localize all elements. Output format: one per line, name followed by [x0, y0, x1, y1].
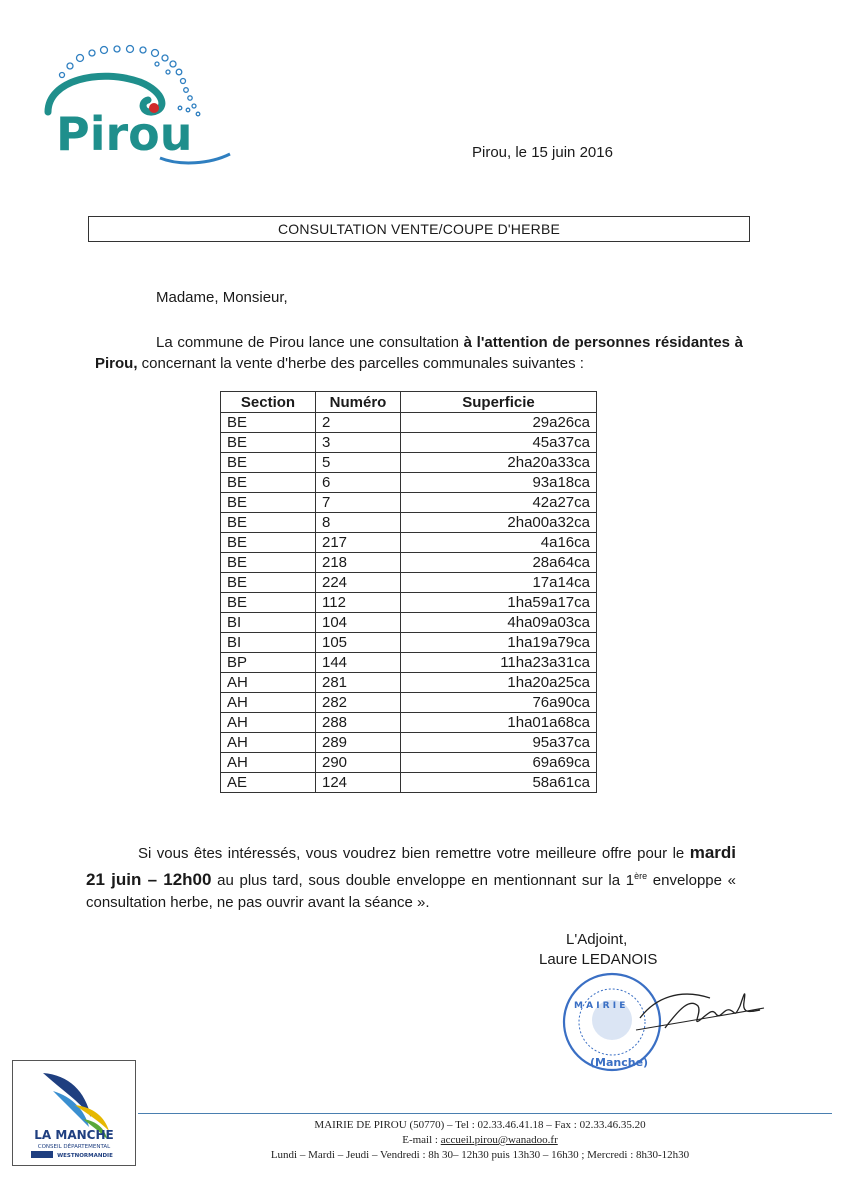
salutation: Madame, Monsieur, [156, 289, 288, 306]
table-row [221, 553, 597, 573]
cell-numero: 289 [316, 733, 401, 753]
footer-email-link[interactable]: accueil.pirou@wanadoo.fr [440, 1134, 558, 1146]
mairie-stamp-and-signature [560, 968, 766, 1076]
cell-numero: 105 [316, 633, 401, 653]
cell-superficie: 76a90ca [401, 693, 597, 713]
cell-superficie: 1ha19a79ca [401, 633, 597, 653]
cell-section: AH [221, 673, 316, 693]
cell-numero: 104 [316, 613, 401, 633]
parcels-table [220, 391, 597, 793]
footer-email-label: E-mail : [402, 1134, 441, 1146]
table-row [221, 613, 597, 633]
cell-superficie: 42a27ca [401, 493, 597, 513]
footer-email-line [160, 1133, 800, 1148]
cell-numero: 3 [316, 433, 401, 453]
table-row [221, 753, 597, 773]
table-row [221, 593, 597, 613]
cell-superficie: 4ha09a03ca [401, 613, 597, 633]
dept-logo-line1: LA MANCHE [34, 1128, 114, 1142]
svg-text:(Manche): (Manche) [590, 1056, 649, 1069]
cell-superficie: 17a14ca [401, 573, 597, 593]
table-row [221, 673, 597, 693]
cell-section: BE [221, 473, 316, 493]
superscript-ere: ère [634, 871, 648, 881]
cell-numero: 282 [316, 693, 401, 713]
table-row [221, 473, 597, 493]
table-row [221, 733, 597, 753]
intro-bold: à l'attention de personnes résidantes à Pirou, [95, 334, 744, 372]
footer-address-line: MAIRIE DE PIROU (50770) – Tel : 02.33.46.41.18 – Fax : 02.33.46.35.20 [314, 1119, 646, 1131]
svg-text:M A I R I E: M A I R I E [574, 1001, 626, 1011]
table-body [221, 413, 597, 793]
cell-numero: 7 [316, 493, 401, 513]
cell-section: BE [221, 433, 316, 453]
cell-section: BE [221, 533, 316, 553]
la-manche-logo [12, 1060, 136, 1166]
cell-section: AH [221, 693, 316, 713]
cell-superficie: 58a61ca [401, 773, 597, 793]
cell-numero: 288 [316, 713, 401, 733]
cell-superficie: 95a37ca [401, 733, 597, 753]
document-title: CONSULTATION VENTE/COUPE D'HERBE [88, 216, 750, 242]
cell-section: BE [221, 553, 316, 573]
table-row [221, 493, 597, 513]
cell-numero: 144 [316, 653, 401, 673]
cell-section: BI [221, 613, 316, 633]
col-header-section: Section [221, 392, 316, 413]
cell-numero: 290 [316, 753, 401, 773]
table-row [221, 433, 597, 453]
closing-text-1: Si vous êtes intéressés, vous voudrez bien remettre votre meilleure offre pour le [138, 845, 690, 862]
table-row [221, 713, 597, 733]
cell-numero: 224 [316, 573, 401, 593]
footer [160, 1118, 800, 1163]
cell-section: AH [221, 713, 316, 733]
table-header-row [221, 392, 597, 413]
cell-superficie: 1ha20a25ca [401, 673, 597, 693]
deadline-bold: mardi 21 juin – 12h00 [86, 843, 736, 889]
cell-superficie: 28a64ca [401, 553, 597, 573]
cell-numero: 2 [316, 413, 401, 433]
dept-logo-line2: CONSEIL DÉPARTEMENTAL [37, 1144, 111, 1150]
cell-superficie: 93a18ca [401, 473, 597, 493]
intro-paragraph [95, 332, 743, 374]
cell-superficie: 1ha01a68ca [401, 713, 597, 733]
cell-superficie: 4a16ca [401, 533, 597, 553]
date-line: Pirou, le 15 juin 2016 [472, 144, 613, 161]
footer-divider [138, 1113, 832, 1114]
intro-text-1: La commune de Pirou lance une consultation [156, 334, 464, 351]
table-row [221, 413, 597, 433]
cell-numero: 281 [316, 673, 401, 693]
cell-numero: 218 [316, 553, 401, 573]
table-row [221, 653, 597, 673]
closing-text-2: au plus tard, sous double enveloppe en mentionnant sur la 1 [211, 872, 635, 889]
cell-numero: 112 [316, 593, 401, 613]
table-row [221, 533, 597, 553]
table-row [221, 633, 597, 653]
signatory-name: Laure LEDANOIS [539, 951, 658, 968]
logo-text: Pirou [56, 107, 193, 161]
cell-numero: 8 [316, 513, 401, 533]
table-row [221, 573, 597, 593]
cell-superficie: 11ha23a31ca [401, 653, 597, 673]
cell-section: AH [221, 753, 316, 773]
cell-numero: 217 [316, 533, 401, 553]
table-row [221, 453, 597, 473]
signatory-role: L'Adjoint, [566, 931, 628, 948]
cell-superficie: 2ha00a32ca [401, 513, 597, 533]
cell-section: BE [221, 493, 316, 513]
dept-logo-line3: WESTNORMANDIE [57, 1153, 113, 1159]
cell-section: BE [221, 453, 316, 473]
cell-section: AH [221, 733, 316, 753]
cell-section: BE [221, 573, 316, 593]
cell-numero: 124 [316, 773, 401, 793]
footer-hours-line: Lundi – Mardi – Jeudi – Vendredi : 8h 30– 12h30 puis 13h30 – 16h30 ; Mercredi : 8h30-12h30 [270, 1149, 690, 1161]
table-row [221, 693, 597, 713]
closing-paragraph [86, 842, 736, 914]
cell-superficie: 45a37ca [401, 433, 597, 453]
table-row [221, 773, 597, 793]
cell-superficie: 1ha59a17ca [401, 593, 597, 613]
cell-superficie: 69a69ca [401, 753, 597, 773]
cell-numero: 6 [316, 473, 401, 493]
col-header-superficie: Superficie [401, 392, 597, 413]
cell-section: BE [221, 413, 316, 433]
table-row [221, 513, 597, 533]
col-header-numero: Numéro [316, 392, 401, 413]
closing-text-3: enveloppe « consultation herbe, ne pas ouvrir avant la séance ». [86, 872, 736, 911]
cell-section: BP [221, 653, 316, 673]
cell-section: AE [221, 773, 316, 793]
cell-section: BE [221, 513, 316, 533]
cell-section: BI [221, 633, 316, 653]
cell-superficie: 2ha20a33ca [401, 453, 597, 473]
cell-section: BE [221, 593, 316, 613]
cell-superficie: 29a26ca [401, 413, 597, 433]
pirou-logo [40, 42, 236, 170]
intro-text-2: concernant la vente d'herbe des parcelles communales suivantes : [137, 355, 584, 372]
cell-numero: 5 [316, 453, 401, 473]
